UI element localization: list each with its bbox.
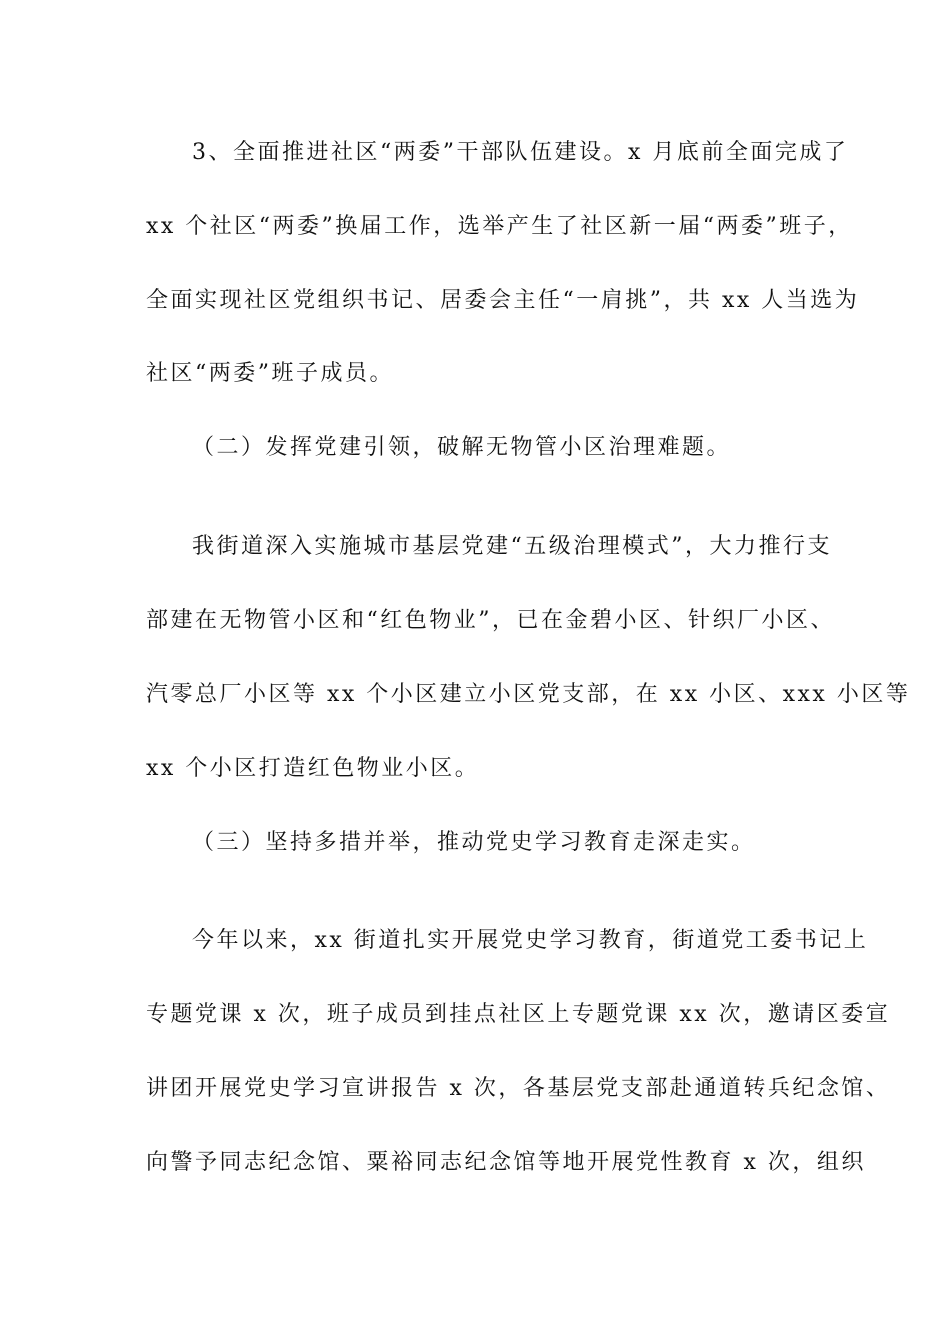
paragraph-1-line-3: 全面实现社区党组织书记、居委会主任“一肩挑”，共 xx 人当选为	[146, 288, 860, 313]
paragraph-2-line-2: 部建在无物管小区和“红色物业”，已在金碧小区、针织厂小区、	[146, 608, 835, 633]
paragraph-2-line-4: xx 个小区打造红色物业小区。	[146, 756, 480, 781]
section-heading-2: （二）发挥党建引领，破解无物管小区治理难题。	[192, 435, 732, 460]
section-heading-3: （三）坚持多措并举，推动党史学习教育走深走实。	[192, 830, 756, 855]
paragraph-1-line-1: 3、全面推进社区“两委”干部队伍建设。x 月底前全面完成了	[192, 140, 849, 165]
paragraph-2-line-3: 汽零总厂小区等 xx 个小区建立小区党支部，在 xx 小区、xxx 小区等	[146, 682, 911, 707]
paragraph-3-line-3: 讲团开展党史学习宣讲报告 x 次，各基层党支部赴通道转兵纪念馆、	[146, 1076, 891, 1101]
paragraph-1-line-2: xx 个社区“两委”换届工作，选举产生了社区新一届“两委”班子，	[146, 214, 853, 239]
paragraph-1-line-4: 社区“两委”班子成员。	[146, 361, 394, 386]
paragraph-3-line-2: 专题党课 x 次，班子成员到挂点社区上专题党课 xx 次，邀请区委宣	[146, 1002, 891, 1027]
paragraph-3-line-1: 今年以来，xx 街道扎实开展党史学习教育，街道党工委书记上	[192, 928, 869, 953]
paragraph-3-line-4: 向警予同志纪念馆、粟裕同志纪念馆等地开展党性教育 x 次，组织	[146, 1150, 866, 1175]
paragraph-2-line-1: 我街道深入实施城市基层党建“五级治理模式”，大力推行支	[192, 534, 832, 559]
